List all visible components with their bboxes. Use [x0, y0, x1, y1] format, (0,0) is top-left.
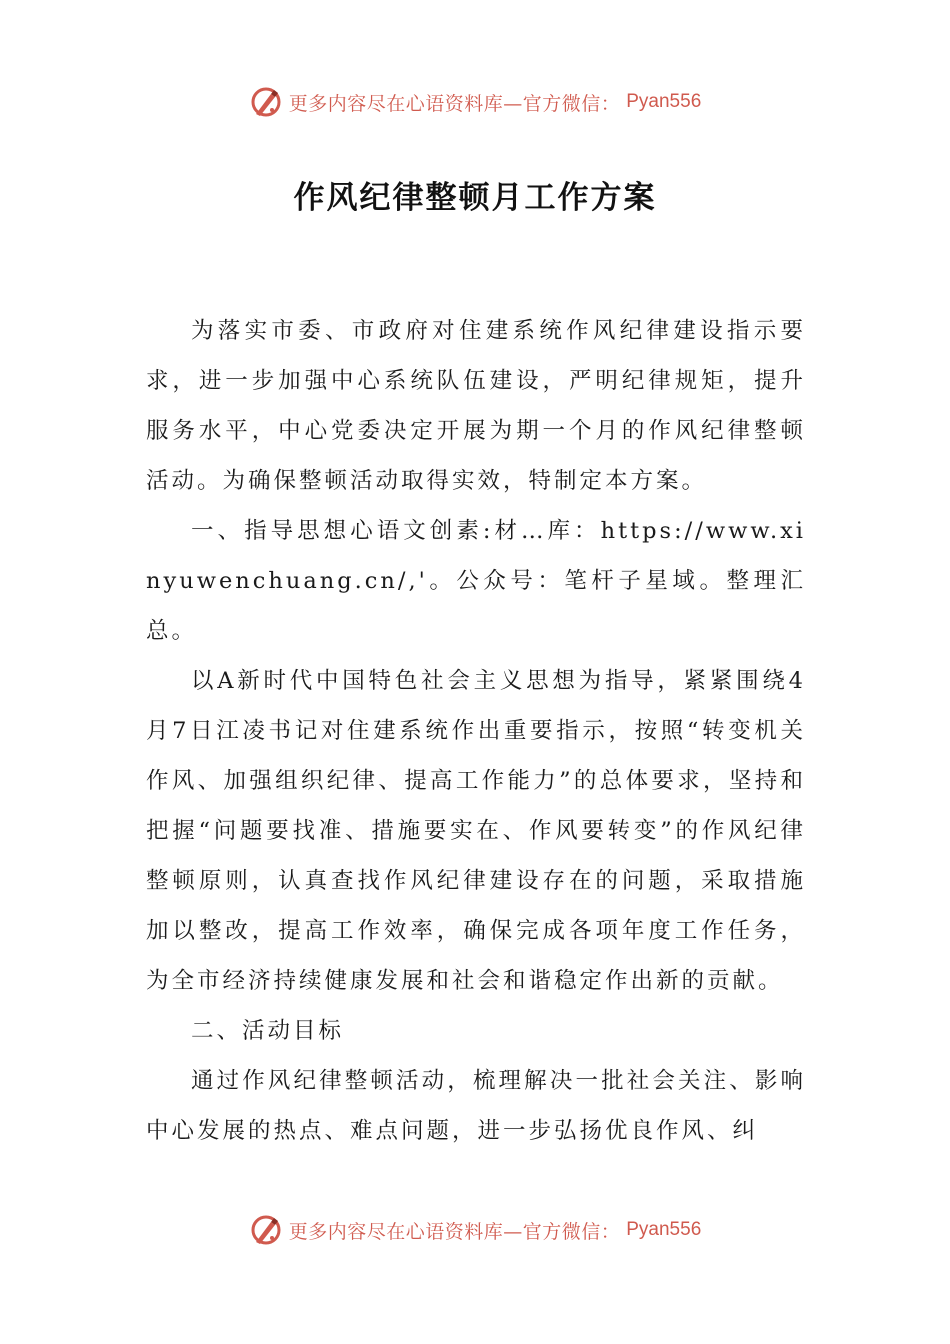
pen-circle-logo-icon [249, 1213, 283, 1247]
paragraph-intro: 为落实市委、市政府对住建系统作风纪律建设指示要求，进一步加强中心系统队伍建设，严明纪律规矩，提升服务水平，中心党委决定开展为期一个月的作风纪律整顿活动。为确保整顿活动取得实效，特制定本方案。 [146, 318, 806, 494]
header-banner [0, 82, 950, 122]
footer-banner-text: 更多内容尽在心语资料库—官方微信： [288, 1220, 621, 1243]
paragraph-activity-goal: 通过作风纪律整顿活动，梳理解决一批社会关注、影响中心发展的热点、难点问题，进一步弘扬优良作风、纠 [146, 1068, 806, 1144]
header-banner-text: 更多内容尽在心语资料库—官方微信： [288, 92, 621, 115]
document-body [146, 306, 806, 1156]
footer-banner [0, 1210, 950, 1250]
pen-circle-logo-icon [249, 85, 283, 119]
paragraph-section-one-heading: 一、指导思想心语文创素:材…库：https://www.xinyuwenchuang.cn/,'。公众号：笔杆子星域。整理汇总。 [146, 518, 806, 644]
footer-wechat-id: Pyan556 [626, 1219, 702, 1240]
paragraph-guiding-thought: 以A新时代中国特色社会主义思想为指导，紧紧围绕4月7日江凌书记对住建系统作出重要指示，按照“转变机关作风、加强组织纪律、提高工作能力”的总体要求，坚持和把握“问题要找准、措施要实在、作风要转变”的作风纪律整顿原则，认真查找作风纪律建设存在的问题，采取措施加以整改，提高工作效率，确保完成各项年度工作任务，为全市经济持续健康发展和社会和谐稳定作出新的贡献。 [146, 668, 806, 994]
paragraph-section-two-heading: 二、活动目标 [191, 1018, 345, 1044]
document-title: 作风纪律整顿月工作方案 [293, 180, 657, 216]
header-wechat-id: Pyan556 [626, 91, 702, 112]
